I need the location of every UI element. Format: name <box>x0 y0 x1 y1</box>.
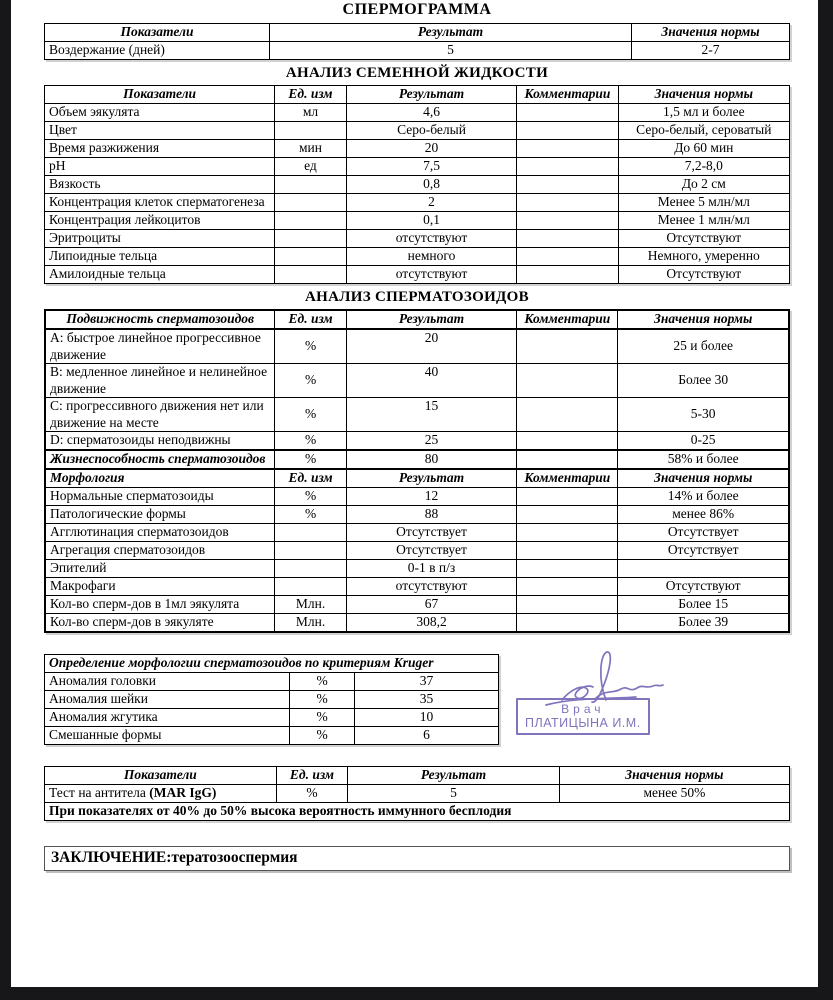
table-cell <box>517 506 618 524</box>
table-cell: 88 <box>346 506 516 524</box>
table-cell <box>517 524 618 542</box>
table-cell <box>275 266 347 284</box>
table-cell: Смешанные формы <box>45 727 290 745</box>
table-cell: 0,1 <box>346 212 517 230</box>
table-cell: отсутствуют <box>346 578 516 596</box>
kruger-section <box>44 654 790 746</box>
table-cell: мл <box>275 104 347 122</box>
table-cell: Объем эякулята <box>45 104 275 122</box>
table-title: Определение морфологии сперматозоидов по критериям Kruger <box>45 655 499 673</box>
table-cell <box>517 450 618 469</box>
table-cell: Отсутствуют <box>618 230 789 248</box>
table-cell: Значения нормы <box>618 469 789 488</box>
table-cell: Кол-во сперм-дов в 1мл эякулята <box>45 596 275 614</box>
table-cell: Жизнеспособность сперматозоидов <box>45 450 275 469</box>
table-cell: Отсутствуют <box>618 266 789 284</box>
table-cell: 20 <box>346 140 517 158</box>
table-cell: Морфология <box>45 469 275 488</box>
table-cell: 6 <box>355 727 499 745</box>
table-cell <box>517 560 618 578</box>
table-cell <box>517 176 618 194</box>
report-title: СПЕРМОГРАММА <box>342 1 492 18</box>
table-cell: менее 50% <box>559 785 789 803</box>
sperm-analysis-table <box>44 309 790 633</box>
table-cell: 0,8 <box>346 176 517 194</box>
table-note: При показателях от 40% до 50% высока вероятность иммунного бесплодия <box>45 803 790 821</box>
table-cell: 0-1 в п/з <box>346 560 516 578</box>
column-header: Значения нормы <box>618 86 789 104</box>
table-cell: 35 <box>355 691 499 709</box>
column-header: Результат <box>269 24 631 42</box>
table-cell: Патологические формы <box>45 506 275 524</box>
table-cell <box>517 212 618 230</box>
table-cell <box>275 560 346 578</box>
table-cell: % <box>275 450 346 469</box>
table-cell: Отсутствует <box>618 524 789 542</box>
table-cell <box>517 104 618 122</box>
table-cell: 5 <box>269 42 631 60</box>
table-cell: Комментарии <box>517 469 618 488</box>
stamp-doctor-name: ПЛАТИЦЫНА И.М. <box>525 716 641 730</box>
table-cell <box>517 230 618 248</box>
table-cell: 80 <box>346 450 516 469</box>
table-cell: Аномалия шейки <box>45 691 290 709</box>
table-cell: 2-7 <box>632 42 790 60</box>
table-cell: отсутствуют <box>346 266 517 284</box>
table-cell: Концентрация клеток сперматогенеза <box>45 194 275 212</box>
table-cell: Макрофаги <box>45 578 275 596</box>
column-header: Комментарии <box>517 86 618 104</box>
table-cell: % <box>290 691 355 709</box>
table-cell <box>517 488 618 506</box>
column-header: Результат <box>346 86 517 104</box>
table-cell: % <box>275 506 346 524</box>
table-cell: 308,2 <box>346 614 516 633</box>
doctor-stamp <box>516 698 650 735</box>
table-cell: А: быстрое линейное прогрессивное движение <box>45 329 275 364</box>
table-cell <box>517 158 618 176</box>
table-cell <box>618 560 789 578</box>
table-cell: Липоидные тельца <box>45 248 275 266</box>
table-cell: % <box>275 398 346 432</box>
table-cell: мин <box>275 140 347 158</box>
column-header: Результат <box>348 767 560 785</box>
table-cell: До 2 см <box>618 176 789 194</box>
table-cell: Воздержание (дней) <box>45 42 270 60</box>
table-cell: немного <box>346 248 517 266</box>
doctor-stamp-area <box>506 648 706 748</box>
table-cell: 7,2-8,0 <box>618 158 789 176</box>
table-cell: Более 15 <box>618 596 789 614</box>
table-cell: С: прогрессивного движения нет или движение на месте <box>45 398 275 432</box>
table-cell <box>517 542 618 560</box>
report-content <box>11 1 790 871</box>
table-cell: Серо-белый, сероватый <box>618 122 789 140</box>
table-cell <box>275 122 347 140</box>
table-cell: 4,6 <box>346 104 517 122</box>
table-cell: 12 <box>346 488 516 506</box>
table-cell: % <box>276 785 348 803</box>
table-cell: Нормальные сперматозоиды <box>45 488 275 506</box>
table-cell <box>517 140 618 158</box>
table-cell: 20 <box>346 329 516 364</box>
table-cell <box>275 248 347 266</box>
table-cell <box>275 542 346 560</box>
table-cell: % <box>290 727 355 745</box>
table-cell <box>275 578 346 596</box>
column-header: Показатели <box>45 767 277 785</box>
column-header: Результат <box>346 310 516 329</box>
table-cell: 5 <box>348 785 560 803</box>
column-header: Показатели <box>45 24 270 42</box>
spacer <box>44 746 790 766</box>
sperm-section-title: АНАЛИЗ СПЕРМАТОЗОИДОВ <box>305 289 529 305</box>
table-cell <box>517 122 618 140</box>
column-header: Подвижность сперматозоидов <box>45 310 275 329</box>
column-header: Ед. изм <box>275 310 346 329</box>
column-header: Комментарии <box>517 310 618 329</box>
table-cell: ед <box>275 158 347 176</box>
semen-section-title: АНАЛИЗ СЕМЕННОЙ ЖИДКОСТИ <box>285 65 549 81</box>
report-page <box>11 0 818 987</box>
table-cell <box>517 266 618 284</box>
table-cell <box>517 578 618 596</box>
conclusion-box <box>44 846 790 871</box>
table-cell: Эпителий <box>45 560 275 578</box>
table-cell: % <box>290 673 355 691</box>
table-cell: D: сперматозоиды неподвижны <box>45 432 275 451</box>
column-header: Ед. изм <box>276 767 348 785</box>
table-cell <box>517 364 618 398</box>
table-cell: Агрегация сперматозоидов <box>45 542 275 560</box>
table-cell: менее 86% <box>618 506 789 524</box>
kruger-morphology-table <box>44 654 499 745</box>
table-cell: % <box>275 364 346 398</box>
column-header: Значения нормы <box>618 310 789 329</box>
table-cell: Млн. <box>275 614 346 633</box>
table-cell: 25 и более <box>618 329 789 364</box>
table-cell <box>275 194 347 212</box>
column-header: Показатели <box>45 86 275 104</box>
table-cell: 14% и более <box>618 488 789 506</box>
table-cell: Более 39 <box>618 614 789 633</box>
semen-analysis-table <box>44 85 790 284</box>
table-cell: 1,5 мл и более <box>618 104 789 122</box>
table-cell: Концентрация лейкоцитов <box>45 212 275 230</box>
table-cell <box>275 524 346 542</box>
table-cell: В: медленное линейное и нелинейное движение <box>45 364 275 398</box>
table-cell <box>517 596 618 614</box>
table-cell: отсутствуют <box>346 230 517 248</box>
table-cell: % <box>275 329 346 364</box>
table-cell: Отсутствуют <box>618 578 789 596</box>
table-cell: % <box>290 709 355 727</box>
table-cell: Отсутствует <box>618 542 789 560</box>
table-cell: Амилоидные тельца <box>45 266 275 284</box>
table-cell <box>275 176 347 194</box>
table-cell: Аномалия жгутика <box>45 709 290 727</box>
table-cell: Тест на антитела (MAR IgG) <box>45 785 277 803</box>
mar-test-table <box>44 766 790 821</box>
table-cell: % <box>275 488 346 506</box>
table-cell <box>517 398 618 432</box>
table-cell: 25 <box>346 432 516 451</box>
table-cell: 58% и более <box>618 450 789 469</box>
table-cell: Млн. <box>275 596 346 614</box>
table-cell: 7,5 <box>346 158 517 176</box>
table-cell <box>517 614 618 633</box>
table-cell: Агглютинация сперматозоидов <box>45 524 275 542</box>
table-cell: Эритроциты <box>45 230 275 248</box>
table-cell: 0-25 <box>618 432 789 451</box>
table-cell <box>517 248 618 266</box>
table-cell: Цвет <box>45 122 275 140</box>
table-cell <box>517 329 618 364</box>
table-cell: 37 <box>355 673 499 691</box>
table-cell <box>517 432 618 451</box>
table-cell: Серо-белый <box>346 122 517 140</box>
table-cell: Немного, умеренно <box>618 248 789 266</box>
conclusion-label: ЗАКЛЮЧЕНИЕ: <box>51 849 172 866</box>
table-cell: Ед. изм <box>275 469 346 488</box>
table-cell: 2 <box>346 194 517 212</box>
column-header: Ед. изм <box>275 86 347 104</box>
table-cell <box>275 212 347 230</box>
table-cell: 40 <box>346 364 516 398</box>
table-cell: Менее 5 млн/мл <box>618 194 789 212</box>
table-cell: Менее 1 млн/мл <box>618 212 789 230</box>
table-cell: 15 <box>346 398 516 432</box>
table-cell: До 60 мин <box>618 140 789 158</box>
table-cell: Более 30 <box>618 364 789 398</box>
table-cell: Вязкость <box>45 176 275 194</box>
table-cell <box>275 230 347 248</box>
column-header: Значения нормы <box>559 767 789 785</box>
table-cell <box>517 194 618 212</box>
table-cell: pH <box>45 158 275 176</box>
table-cell: 67 <box>346 596 516 614</box>
stamp-role-label: Врач <box>561 702 605 716</box>
table-cell: Отсутствует <box>346 542 516 560</box>
table-cell: Результат <box>346 469 516 488</box>
table-cell: 5-30 <box>618 398 789 432</box>
table-cell: Отсутствует <box>346 524 516 542</box>
column-header: Значения нормы <box>632 24 790 42</box>
table-cell: Аномалия головки <box>45 673 290 691</box>
table-cell: % <box>275 432 346 451</box>
table-cell: Кол-во сперм-дов в эякуляте <box>45 614 275 633</box>
conclusion-value: тератозооспермия <box>171 849 298 866</box>
table-cell: Время разжижения <box>45 140 275 158</box>
abstinence-table <box>44 23 790 60</box>
table-cell: 10 <box>355 709 499 727</box>
